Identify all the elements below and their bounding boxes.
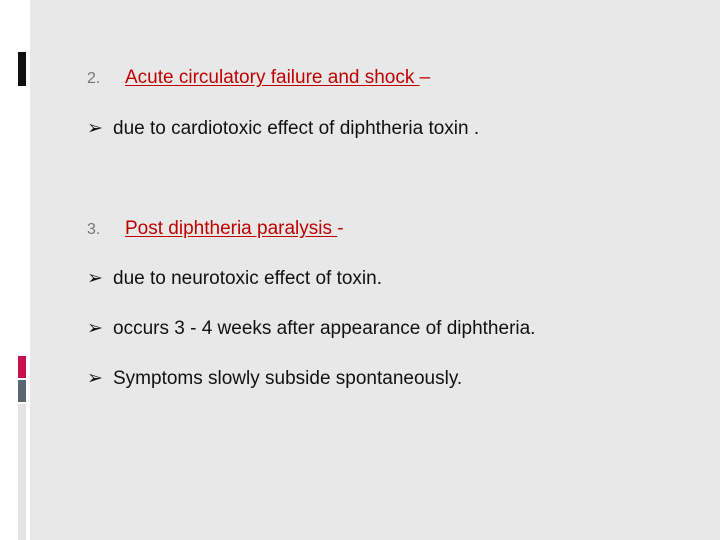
bullet-item — [87, 318, 535, 340]
item-number: 3. — [87, 221, 101, 238]
heading-dash: - — [337, 218, 344, 239]
arrowhead-bullet-icon: ➢ — [87, 268, 103, 289]
bullet-text: due to cardiotoxic effect of diphtheria toxin . — [113, 118, 480, 139]
side-accent-gray — [18, 380, 26, 402]
bullet-text: Symptoms slowly subside spontaneously. — [113, 368, 463, 389]
arrowhead-bullet-icon: ➢ — [87, 368, 103, 389]
item-number: 2. — [87, 70, 101, 87]
side-accent-light — [18, 404, 26, 540]
side-accent-red — [18, 356, 26, 378]
bullet-item — [87, 268, 382, 290]
bullet-text: due to neurotoxic effect of toxin. — [113, 268, 382, 289]
bullet-text: occurs 3 - 4 weeks after appearance of diphtheria. — [113, 318, 536, 339]
heading-text: Acute circulatory failure and shock — [125, 67, 420, 88]
arrowhead-bullet-icon: ➢ — [87, 318, 103, 339]
arrowhead-bullet-icon: ➢ — [87, 118, 103, 139]
bullet-item — [87, 368, 462, 390]
top-accent-bar — [18, 52, 26, 86]
heading-text: Post diphtheria paralysis — [125, 218, 338, 239]
bullet-item — [87, 118, 479, 140]
numbered-heading-3 — [87, 218, 344, 241]
numbered-heading-2 — [87, 67, 430, 90]
heading-dash: – — [419, 67, 431, 88]
